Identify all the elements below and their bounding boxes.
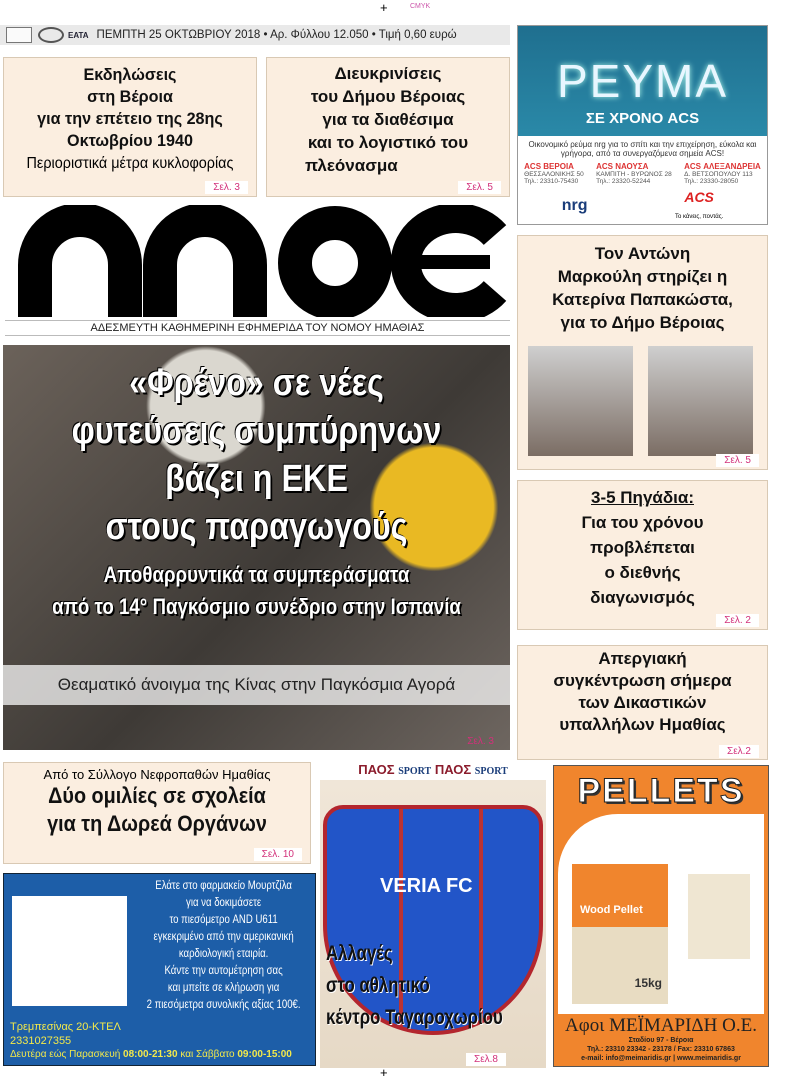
- headline-line: των Δικαστικών: [578, 693, 707, 712]
- acs-tagline: Το κάνεις, ποντάς.: [674, 214, 724, 220]
- veria-crest-photo: VERIA FC Αλλαγές στο αθλητικό κέντρο Ταγαροχωρίου Σελ.8: [320, 780, 546, 1068]
- ad-line: το πιεσόμετρο AND U611: [169, 912, 278, 926]
- page-ref: Σελ. 5: [458, 181, 501, 194]
- headline-line: Απεργιακή: [598, 649, 687, 668]
- subtitle-line: από το 14° Παγκόσμιο συνέδριο στην Ισπανία: [52, 594, 461, 619]
- phone: 2331027355: [10, 1035, 72, 1047]
- headline-line: Μαρκούλη στηρίζει η: [557, 267, 728, 286]
- page-ref: Σελ. 5: [716, 454, 759, 467]
- headline-line: διαγωνισμός: [590, 588, 695, 607]
- branch: ACS ΒΕΡΟΙΑ ΘΕΣΣΑΛΟΝΙΚΗΣ 50 Τηλ.: 23310-75430: [524, 162, 584, 185]
- address: Σταδίου 97 - Βέροια: [628, 1037, 694, 1044]
- sport-story[interactable]: [320, 760, 546, 1068]
- color-mark: CMYK: [410, 3, 431, 10]
- seal-logo: [38, 27, 64, 43]
- headline-line: στο αθλητικό: [326, 974, 430, 997]
- headline-line: του Δήμου Βέροιας: [310, 87, 466, 106]
- ad-line: για να δοκιμάσετε: [186, 895, 262, 909]
- headline-kicker: 3-5 Πηγάδια:: [590, 488, 694, 507]
- headline-line: Τον Αντώνη: [594, 244, 691, 263]
- date-line: ΠΕΜΠΤΗ 25 ΟΚΤΩΒΡΙΟΥ 2018 • Αρ. Φύλλου 12.050 • Τιμή 0,60 ευρώ: [96, 29, 457, 41]
- branch: ACS ΝΑΟΥΣΑ ΚΑΜΠΙΤΗ - ΒΥΡΩΝΟΣ 28 Τηλ.: 23320-52244: [596, 162, 672, 185]
- ad-body: Οικονομικό ρεύμα nrg για το σπίτι και την επιχείρηση, εύκολα και γρήγορα, από τα συνεργαζόμενα σημεία ACS!: [528, 140, 757, 158]
- crop-mark: +: [380, 0, 388, 15]
- address: Τρεμπεσίνας 20-ΚΤΕΛ: [10, 1021, 121, 1033]
- ad-line: Κάντε την αυτομέτρηση σας: [164, 963, 283, 977]
- ad-line: και μπείτε σε κλήρωση για: [167, 980, 280, 994]
- ad-line: 2 πιεσόμετρα συνολικής αξίας 100€.: [146, 997, 301, 1011]
- page-ref: Σελ. 3: [467, 736, 494, 747]
- sport-banner: ΠΑΟΣ SPORT ΠΑΟΣ SPORT: [358, 762, 508, 777]
- headline-line: για τη Δωρεά Οργάνων: [47, 811, 267, 836]
- headline-line: για την επέτειο της 28ης: [37, 109, 223, 128]
- main-strapline: Θεαματικό άνοιγμα της Κίνας στην Παγκόσμια Αγορά: [3, 665, 510, 705]
- page-ref: Σελ. 10: [254, 848, 302, 861]
- subtitle: Περιοριστικά μέτρα κυκλοφορίας: [26, 155, 234, 172]
- story-support[interactable]: [517, 235, 768, 470]
- contact[interactable]: e-mail: info@meimaridis.gr | www.meimaridis.gr: [581, 1055, 741, 1062]
- story-strike[interactable]: [517, 645, 768, 760]
- headline-line: για το Δήμο Βέροιας: [560, 313, 725, 332]
- subtitle-line: Αποθαρρυντικά τα συμπεράσματα: [103, 562, 410, 587]
- headline-line: Κατερίνα Παπακώστα,: [552, 290, 733, 309]
- headline-line: προβλέπεται: [590, 538, 695, 557]
- headline-line: «Φρένο» σε νέες: [129, 362, 384, 404]
- headline-line: στη Βέροια: [87, 87, 173, 106]
- ad-subheadline: ΣΕ ΧΡΟΝΟ ACS: [585, 110, 700, 127]
- headline-line: Διευκρινίσεις: [334, 64, 442, 83]
- headline-line: για τα διαθέσιμα: [322, 110, 454, 129]
- headline-line: Για του χρόνου: [581, 513, 704, 532]
- story-talks[interactable]: [3, 762, 311, 864]
- ad-line: εγκεκριμένο από την αμερικανική: [153, 929, 294, 943]
- nrg-logo: nrg: [561, 197, 588, 214]
- headline-line: πλεόνασμα: [305, 156, 398, 175]
- story-clarify[interactable]: [266, 57, 510, 197]
- headline-line: Οκτωβρίου 1940: [67, 131, 193, 150]
- headline-line: Αλλαγές: [326, 942, 393, 965]
- masthead-logo: [5, 205, 510, 317]
- issue-header: [0, 25, 510, 45]
- ad-headline: PELLETS: [560, 772, 762, 810]
- story-wells[interactable]: [517, 480, 768, 630]
- acs-advert[interactable]: [517, 25, 768, 225]
- main-story[interactable]: [3, 345, 510, 750]
- headline-line: και το λογιστικό του: [307, 133, 469, 152]
- headline-line: φυτεύσεις συμπύρηνων: [71, 410, 442, 452]
- headline-line: ο διεθνής: [604, 563, 681, 582]
- headline-line: Δύο ομιλίες σε σχολεία: [48, 783, 266, 808]
- ad-line: Ελάτε στο φαρμακείο Μουρτζίλα: [155, 878, 292, 892]
- story-events[interactable]: [3, 57, 257, 197]
- headline-line: υπαλλήλων Ημαθίας: [559, 715, 726, 734]
- company-name: Αφοι ΜΕΪΜΑΡΙΔΗ Ο.Ε.: [565, 1015, 757, 1036]
- acs-logo: ACS: [684, 189, 714, 205]
- pellets-advert[interactable]: [553, 765, 769, 1067]
- photo-man: [648, 346, 753, 456]
- page-ref: Σελ. 3: [205, 181, 248, 194]
- headline-line: συγκέντρωση σήμερα: [553, 671, 732, 690]
- ad-headline: ΡΕΥΜΑ: [556, 55, 729, 107]
- page-ref: Σελ.8: [466, 1053, 506, 1066]
- page-ref: Σελ.2: [719, 745, 759, 758]
- ad-line: καρδιολογική εταιρία.: [178, 946, 269, 960]
- page-ref: Σελ. 2: [716, 614, 759, 627]
- kicker: Από το Σύλλογο Νεφροπαθών Ημαθίας: [43, 767, 271, 782]
- crop-mark: +: [380, 1065, 388, 1080]
- blood-pressure-monitor-image: [12, 896, 127, 1006]
- headline-line: Εκδηλώσεις: [83, 65, 177, 84]
- headline-line: βάζει η ΕΚΕ: [165, 458, 348, 500]
- photo-woman: [528, 346, 633, 456]
- branch: ACS ΑΛΕΞΑΝΔΡΕΙΑ Δ. ΒΕΤΣΟΠΟΥΛΟΥ 113 Τηλ.: 23330-28050: [684, 162, 761, 185]
- headline-line: κέντρο Ταγαροχωρίου: [326, 1006, 503, 1029]
- pharmacy-advert[interactable]: [3, 873, 316, 1066]
- phone: Τηλ.: 23310 23342 - 23178 / Fax: 23310 67863: [587, 1046, 735, 1053]
- eata-logo: ΕΑΤΑ: [68, 30, 89, 40]
- opening-hours: Δευτέρα εώς Παρασκευή 08:00-21:30 και Σάββατο 09:00-15:00: [10, 1049, 292, 1060]
- association-logo: [6, 27, 32, 43]
- headline-line: στους παραγωγούς: [105, 506, 408, 548]
- pellet-bags-image: Wood Pellet 15kg: [558, 814, 764, 1014]
- masthead-slogan: ΑΔΕΣΜΕΥΤΗ ΚΑΘΗΜΕΡΙΝΗ ΕΦΗΜΕΡΙΔΑ ΤΟΥ ΝΟΜΟΥ ΗΜΑΘΙΑΣ: [5, 320, 510, 336]
